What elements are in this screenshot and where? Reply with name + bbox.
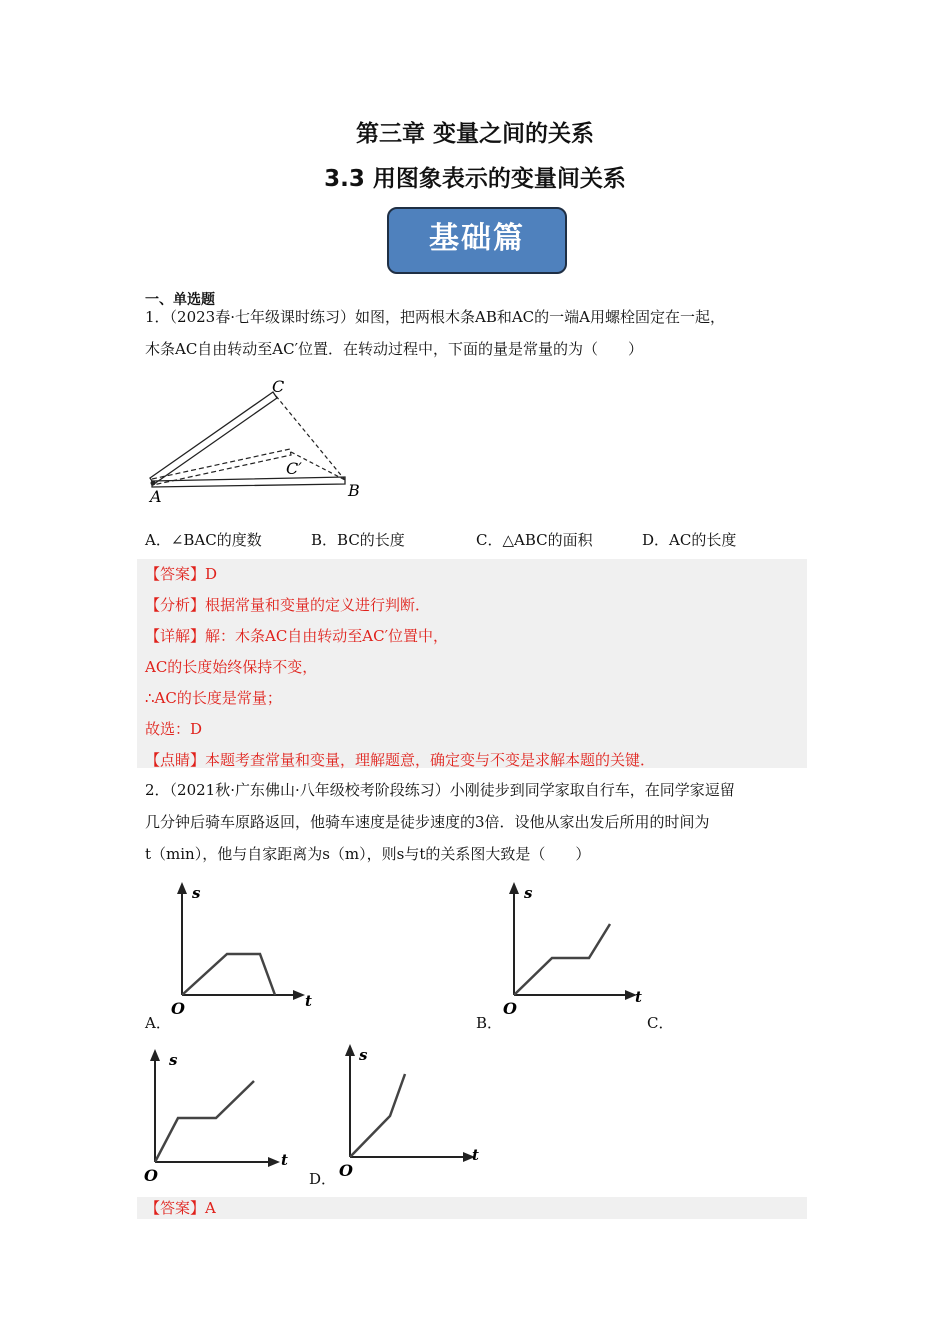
q2-answer: 【答案】A [145, 1199, 216, 1217]
q1-comment: 【点睛】本题考查常量和变量，理解题意，确定变与不变是求解本题的关键． [145, 751, 656, 769]
q1-option-a: A．∠BAC的度数 [145, 531, 262, 549]
graph-c-line [155, 1081, 254, 1162]
origin-label: O [171, 999, 185, 1018]
label-b: B [348, 481, 360, 500]
bolt-a [151, 481, 156, 486]
q2-option-b: B． [476, 1014, 503, 1032]
chapter-title: 第三章 变量之间的关系 [355, 121, 594, 147]
q2-option-a: A． [145, 1014, 171, 1032]
origin-label: O [339, 1161, 353, 1180]
y-arrow [150, 1049, 160, 1061]
q2-option-c: C． [647, 1014, 674, 1032]
origin-label: O [503, 999, 517, 1018]
q2-solution [137, 1197, 807, 1219]
q1-detail-3: ∴AC的长度是常量； [145, 689, 282, 707]
origin-label: O [144, 1166, 158, 1185]
q1-solution [137, 559, 807, 768]
q1-line1: 1．（2023春·七年级课时练习）如图，把两根木条AB和AC的一端A用螺栓固定在一起， [145, 308, 725, 326]
q1-figure [140, 378, 380, 503]
axis-s-label: s [169, 1051, 178, 1069]
label-c: C [272, 378, 285, 396]
axis-t-label: t [305, 992, 312, 1010]
q1-choice: 故选：D [145, 720, 203, 738]
q1-answer: 【答案】D [145, 565, 218, 583]
section-heading: 一、单选题 [145, 292, 215, 308]
y-arrow [177, 882, 187, 894]
y-arrow [509, 882, 519, 894]
graph-c [138, 1045, 298, 1185]
axis-t-label: t [635, 988, 642, 1006]
graph-b-line [514, 924, 610, 995]
graph-a-line [182, 954, 275, 995]
stick-ac [150, 392, 277, 484]
q1-detail-2: AC的长度始终保持不变， [145, 658, 318, 676]
q1-option-c: C．△ABC的面积 [476, 531, 593, 549]
axis-s-label: s [192, 884, 201, 902]
axis-s-label: s [359, 1046, 368, 1064]
q1-detail-1: 【详解】解：木条AC自由转动至AC′位置中， [145, 627, 449, 645]
section-title: 3.3 用图象表示的变量间关系 [324, 166, 626, 192]
graph-d-line [350, 1074, 405, 1157]
q2-line3: t（min），他与自家距离为s（m），则s与t的关系图大致是（ ） [145, 845, 591, 863]
x-arrow [293, 990, 305, 1000]
label-c-prime: C′ [286, 459, 302, 478]
axis-t-label: t [472, 1146, 479, 1164]
axis-t-label: t [281, 1151, 288, 1169]
graph-a [165, 880, 315, 1020]
q2-line1: 2．（2021秋·广东佛山·八年级校考阶段练习）小刚徒步到同学家取自行车，在同学家逗留 [145, 781, 735, 799]
level-badge: 基础篇 [387, 207, 567, 274]
graph-d [333, 1040, 493, 1180]
label-a: A [150, 487, 162, 503]
q1-analysis: 【分析】根据常量和变量的定义进行判断． [145, 596, 431, 614]
axis-s-label: s [524, 884, 533, 902]
x-arrow [268, 1157, 280, 1167]
q2-line2: 几分钟后骑车原路返回，他骑车速度是徒步速度的3倍．设他从家出发后所用的时间为 [145, 813, 710, 831]
q1-option-b: B．BC的长度 [311, 531, 405, 549]
q1-option-d: D．AC的长度 [642, 531, 737, 549]
question-1 [145, 301, 810, 365]
question-2 [145, 774, 810, 870]
q1-line2: 木条AC自由转动至AC′位置．在转动过程中，下面的量是常量的为（ ） [145, 340, 644, 358]
graph-b [497, 880, 647, 1020]
y-arrow [345, 1044, 355, 1056]
q2-option-d: D． [309, 1170, 337, 1188]
